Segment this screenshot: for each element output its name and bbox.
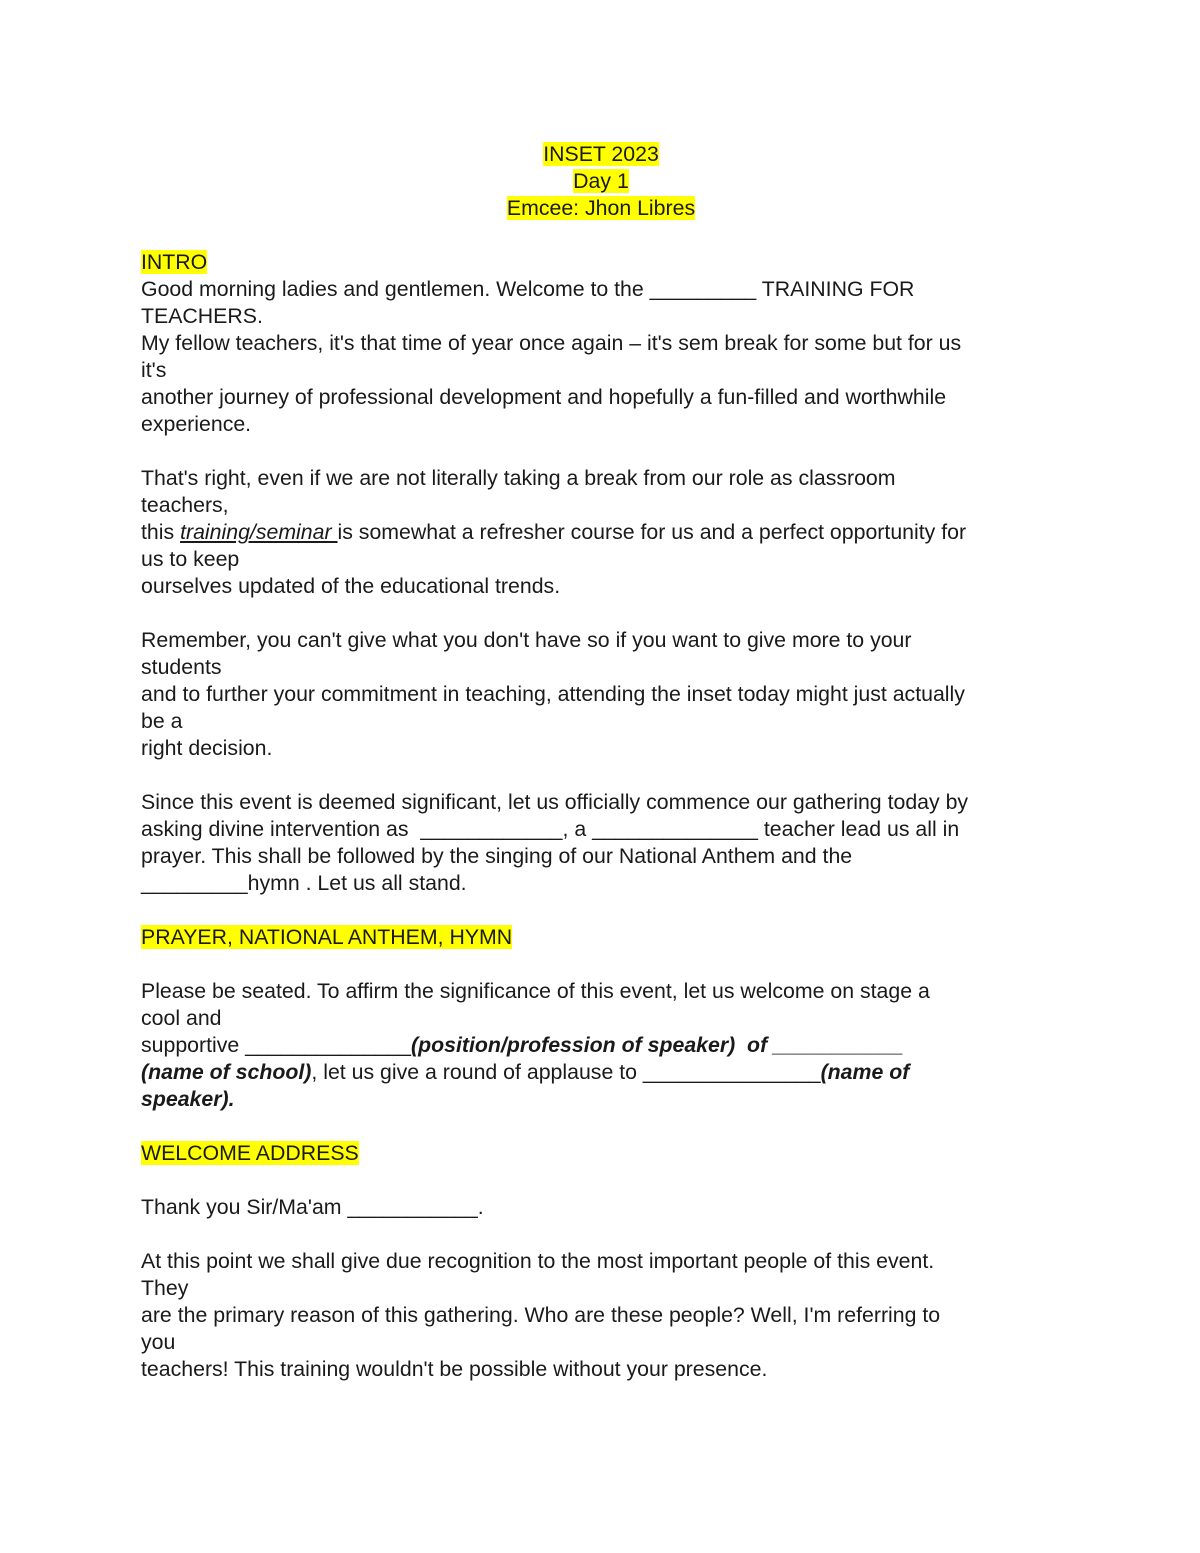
text-line: Good morning ladies and gentlemen. Welcome to the _________ TRAINING FOR xyxy=(141,277,915,301)
text-line: They xyxy=(141,1276,189,1300)
text-line: teachers, xyxy=(141,493,229,517)
text-line: another journey of professional development and hopefully a fun-filled and worthwhile xyxy=(141,385,947,409)
text-line: you xyxy=(141,1330,176,1354)
intro-paragraph-3 xyxy=(141,627,1061,762)
text-line: teachers! This training wouldn't be possible without your presence. xyxy=(141,1357,768,1381)
text-line: My fellow teachers, it's that time of year once again – it's sem break for some but for us xyxy=(141,331,962,355)
intro-heading: INTRO xyxy=(141,250,208,274)
intro-paragraph-4 xyxy=(141,789,1061,897)
thank-you-line: Thank you Sir/Ma'am ___________. xyxy=(141,1195,484,1219)
text-line: asking divine intervention as ____________, a ______________ teacher lead us all in xyxy=(141,817,960,841)
text-line: supportive ______________(position/profession of speaker) of ___________ xyxy=(141,1033,904,1057)
text-line: TEACHERS. xyxy=(141,304,263,328)
text-line: cool and xyxy=(141,1006,222,1030)
text-line: this training/seminar is somewhat a refresher course for us and a perfect opportunity for xyxy=(141,520,967,544)
prayer-paragraph xyxy=(141,978,1061,1113)
school-name-placeholder: (name of school) xyxy=(141,1060,312,1084)
welcome-heading: WELCOME ADDRESS xyxy=(141,1141,359,1165)
text-line: At this point we shall give due recognition to the most important people of this event. xyxy=(141,1249,935,1273)
emcee-label: Emcee: Jhon Libres xyxy=(506,196,696,220)
text-line: prayer. This shall be followed by the singing of our National Anthem and the xyxy=(141,844,853,868)
day-label: Day 1 xyxy=(573,169,629,193)
text-line: experience. xyxy=(141,412,252,436)
prayer-heading: PRAYER, NATIONAL ANTHEM, HYMN xyxy=(141,925,513,949)
speaker-name-placeholder: (name of xyxy=(820,1060,910,1084)
document-header xyxy=(141,141,1061,222)
text-line: Remember, you can't give what you don't have so if you want to give more to your xyxy=(141,628,912,652)
welcome-paragraph xyxy=(141,1248,1061,1383)
text-line: (name of school), let us give a round of applause to _______________(name of xyxy=(141,1060,910,1084)
text-line: ourselves updated of the educational trends. xyxy=(141,574,561,598)
document-title: INSET 2023 xyxy=(543,142,659,166)
text-line: speaker). xyxy=(141,1087,235,1111)
text-line: That's right, even if we are not literally taking a break from our role as classroom xyxy=(141,466,896,490)
text-line: are the primary reason of this gathering. Who are these people? Well, I'm referring to xyxy=(141,1303,941,1327)
intro-paragraph-1 xyxy=(141,276,1061,438)
text-line: and to further your commitment in teaching, attending the inset today might just actually xyxy=(141,682,965,706)
text-line: Please be seated. To affirm the significance of this event, let us welcome on stage a xyxy=(141,979,930,1003)
text-line: _________hymn . Let us all stand. xyxy=(141,871,467,895)
text-line: right decision. xyxy=(141,736,273,760)
intro-paragraph-2 xyxy=(141,465,1061,600)
text-line: students xyxy=(141,655,222,679)
training-seminar-emphasis: training/seminar xyxy=(180,520,338,544)
document-page xyxy=(141,141,1061,1383)
text-line: Since this event is deemed significant, let us officially commence our gathering today by xyxy=(141,790,969,814)
text-line: be a xyxy=(141,709,183,733)
speaker-position-placeholder: (position/profession of speaker) of ___________ xyxy=(411,1033,904,1057)
text-line: us to keep xyxy=(141,547,240,571)
text-line: it's xyxy=(141,358,167,382)
